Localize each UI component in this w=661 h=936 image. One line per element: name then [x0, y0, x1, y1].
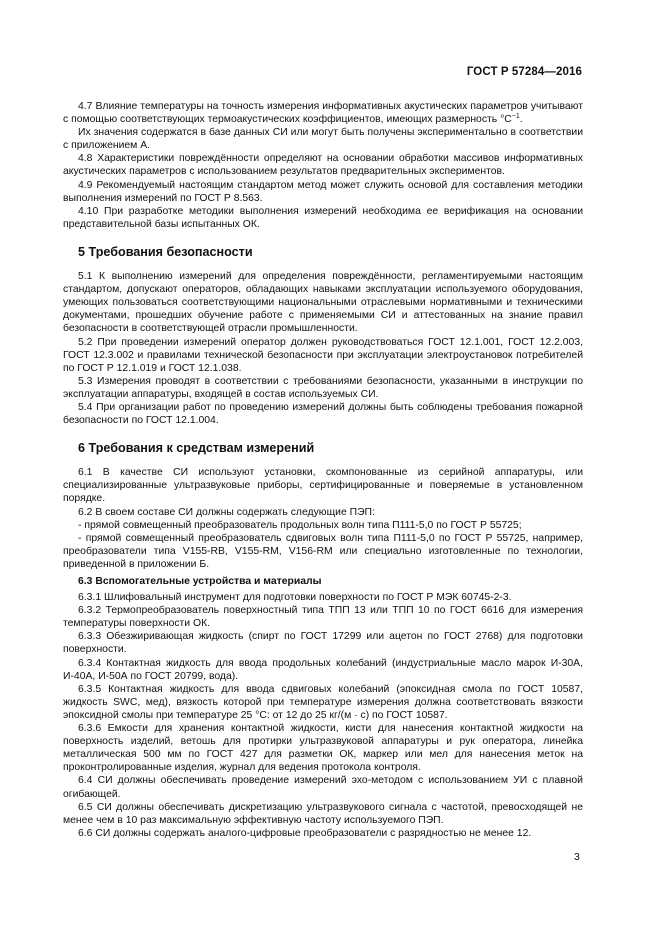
- paragraph-6-1: 6.1 В качестве СИ используют установки, скомпонованные из серийной аппаратуры, или специализированные ультразвуковые приборы, сертифицированные и поверяемые в установленном порядке.: [63, 467, 583, 505]
- subsection-heading-6-3: 6.3 Вспомогательные устройства и материалы: [78, 576, 322, 587]
- paragraph-5-4: 5.4 При организации работ по проведению измерений должны быть соблюдены требования пожарной безопасности по ГОСТ 12.1.004.: [63, 401, 583, 427]
- paragraph-4-10: 4.10 При разработке методики выполнения измерений необходима ее верификация на основании представительной базы испытанных ОК.: [63, 205, 583, 230]
- paragraph-6-3-6: 6.3.6 Емкости для хранения контактной жидкости, кисти для нанесения контактной жидкости на поверхность изделий, ветошь для протирки ультразвуковой аппаратуры и рук оператора, линейка металлическая 500 мм по ГОСТ 427 для разметки ОК, маркер или мел для нанесения меток на проконтролированные изделия, журнал для ведения протокола контроля.: [63, 723, 583, 774]
- list-item-6-2-a: - прямой совмещенный преобразователь продольных волн типа П111-5,0 по ГОСТ Р 55725;: [78, 519, 522, 531]
- paragraph-4-8: 4.8 Характеристики повреждённости определяют на основании обработки массивов информативных акустических параметров с использованием результатов предварительных экспериментов.: [63, 153, 583, 178]
- paragraph-5-2: 5.2 При проведении измерений оператор должен руководствоваться ГОСТ 12.1.001, ГОСТ 12.2.003, ГОСТ 12.3.002 и правилами технической безопасности при эксплуатации электроустановок потребителей по ГОСТ Р 12.1.019 и ГОСТ 12.1.038.: [63, 336, 583, 374]
- paragraph-6-3-4: 6.3.4 Контактная жидкость для ввода продольных колебаний (индустриальные масло марок И-30А, И-40А, И-50А по ГОСТ 20799, вода).: [63, 657, 583, 682]
- list-item-6-2-b: - прямой совмещенный преобразователь сдвиговых волн типа П111-5,0 по ГОСТ Р 55725, например, преобразователи типа V155-RB, V155-RM, V156-RM или специально изготовленные по технологии, приведенной в приложении Б.: [63, 532, 583, 570]
- document-body: [63, 100, 583, 840]
- paragraph-4-7: 4.7 Влияние температуры на точность измерения информативных акустических параметров учитывают с помощью соответствующих термоакустических коэффициентов, имеющих размерность $^\circ С^{-1}$.: [63, 101, 583, 126]
- paragraph-6-4: 6.4 СИ должны обеспечивать проведение измерений эхо-методом с использованием УИ с плавной огибающей.: [63, 775, 583, 800]
- paragraph-5-3: 5.3 Измерения проводят в соответствии с требованиями безопасности, указанными в инструкции по эксплуатации аппаратуры, входящей в состав используемых СИ.: [63, 375, 583, 400]
- paragraph-5-1: 5.1 К выполнению измерений для определения повреждённости, регламентируемыми настоящим стандартом, допускают операторов, обладающих навыками эксплуатации используемого оборудования, умеющих пользоваться соответствующими национальными отраслевыми нормативными и техническими документами, прошедших обучение работе с применяемыми СИ и аттестованных на знание правил безопасности в соответствующей отрасли промышленности.: [63, 271, 583, 335]
- paragraph-6-3-3: 6.3.3 Обезжиривающая жидкость (спирт по ГОСТ 17299 или ацетон по ГОСТ 2768) для подготовки поверхности.: [63, 631, 583, 656]
- paragraph-4-9: 4.9 Рекомендуемый настоящим стандартом метод может служить основой для составления методики выполнения измерений по ГОСТ Р 8.563.: [63, 179, 583, 204]
- paragraph-6-5: 6.5 СИ должны обеспечивать дискретизацию ультразвукового сигнала с частотой, превосходящей не менее чем в 10 раз максимальную эффективную частоту используемого ПЭП.: [63, 801, 583, 826]
- page-number: 3: [574, 851, 580, 863]
- paragraph-6-2: 6.2 В своем составе СИ должны содержать следующие ПЭП:: [78, 506, 375, 518]
- paragraph-4-7-b: Их значения содержатся в базе данных СИ или могут быть получены экспериментально в соответствии с приложением А.: [63, 127, 583, 152]
- superscript: −1: [511, 113, 520, 121]
- paragraph-6-3-2: 6.3.2 Термопреобразователь поверхностный типа ТПП 13 или ТПП 10 по ГОСТ 6616 для измерения температуры поверхности ОК.: [63, 605, 583, 630]
- paragraph-6-3-5: 6.3.5 Контактная жидкость для ввода сдвиговых колебаний (эпоксидная смола по ГОСТ 10587, жидкость SWC, мед), вязкость которой при температуре измерения должна соответствовать вязкости эпоксидной смолы при температуре 25 °С: от 12 до 25 кг/(м · с) по ГОСТ 10587.: [63, 683, 583, 721]
- document-header: ГОСТ Р 57284—2016: [466, 66, 582, 78]
- paragraph-6-6: 6.6 СИ должны содержать аналого-цифровые преобразователи с разрядностью не менее 12.: [78, 827, 532, 839]
- section-heading-6: 6 Требования к средствам измерений: [78, 441, 315, 456]
- paragraph-6-3-1: 6.3.1 Шлифовальный инструмент для подготовки поверхности по ГОСТ Р МЭК 60745-2-3.: [78, 592, 512, 604]
- section-heading-5: 5 Требования безопасности: [78, 244, 253, 259]
